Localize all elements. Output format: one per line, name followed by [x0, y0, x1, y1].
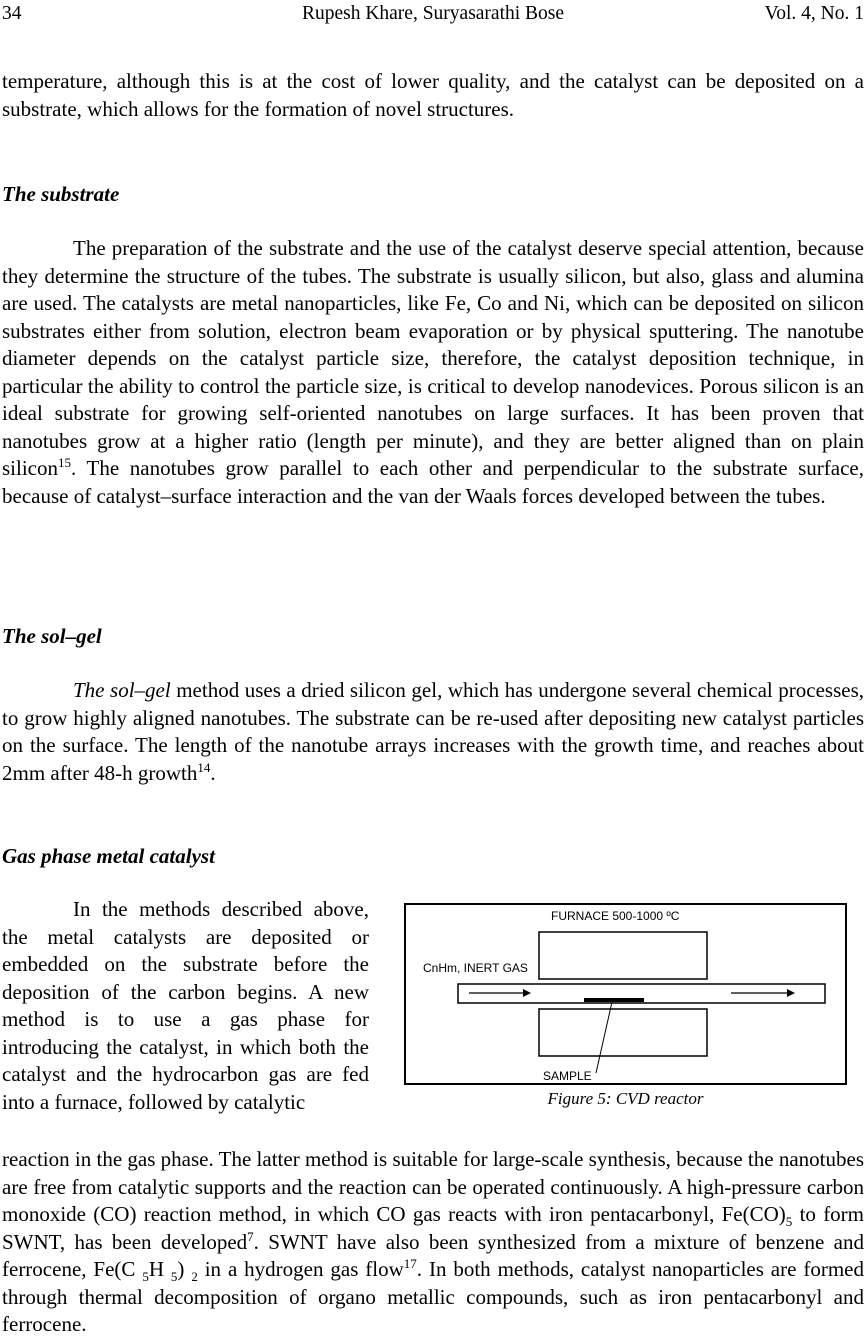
ref-7: 7 [247, 1228, 254, 1244]
furnace-label: FURNACE 500-1000 ºC [551, 909, 680, 923]
sample-pointer-line [596, 1002, 612, 1073]
gas-text-7: . In both methods, catalyst nanoparticles are formed through thermal decomposition of organo metallic compounds, such as iron pentacarbonyl and ferrocene. [2, 1257, 864, 1336]
running-header [2, 0, 864, 28]
gas-text-4: H [148, 1257, 171, 1281]
furnace-lower-block [539, 1009, 707, 1056]
sub-2: 2 [191, 1269, 198, 1284]
gas-text-1: reaction in the gas phase. The latter method is suitable for large-scale synthesis, because the nanotubes are free from catalytic supports and the reaction can be operated continuously. A high-pressure carbon monoxide (CO) reaction method, in which CO gas reacts with iron pentacarbonyl, Fe(CO) [2, 1147, 864, 1226]
gas-text-6: in a hydrogen gas flow [197, 1257, 404, 1281]
figure-caption: Figure 5: CVD reactor [547, 1089, 704, 1108]
intro-paragraph-text: temperature, although this is at the cost of lower quality, and the catalyst can be deposited on a substrate, which allows for the formation of novel structures. [2, 69, 864, 121]
header-authors: Rupesh Khare, Suryasarathi Bose [301, 3, 565, 24]
inlet-arrowhead [523, 989, 531, 997]
heading-solgel: The sol–gel [2, 624, 102, 648]
gas-label: CnHm, INERT GAS [423, 961, 528, 975]
solgel-lead: The sol–gel [73, 678, 171, 702]
solgel-text-2: . [210, 760, 216, 785]
page-number: 34 [2, 3, 22, 24]
gas-text-5: ) [177, 1257, 192, 1281]
ref-15: 15 [58, 455, 71, 470]
furnace-upper-block [539, 932, 707, 979]
substrate-paragraph [2, 235, 864, 510]
sub-5c: 5 [170, 1269, 178, 1284]
sample-label: SAMPLE [543, 1069, 592, 1083]
gas-phase-paragraph-continued [2, 1146, 864, 1339]
solgel-text-1: method uses a dried silicon gel, which has undergone several chemical processes, to grow highly aligned nanotubes. The substrate can be re-used after depositing new catalyst particles on the surface. The length of the nanotube arrays increases with the growth time, and reaches about 2mm after 48-h growth [2, 678, 864, 785]
sample-boat [584, 998, 644, 1002]
sub-5a: 5 [785, 1214, 793, 1229]
ref-14: 14 [197, 759, 211, 775]
heading-gas-phase: Gas phase metal catalyst [2, 844, 215, 868]
intro-paragraph [2, 68, 864, 123]
substrate-text-1: The preparation of the substrate and the use of the catalyst deserve special attention, because they determine the structure of the tubes. The substrate is usually silicon, but also, glass and alumina are used. The catalysts are metal nanoparticles, like Fe, Co and Ni, which can be deposited on silicon substrates either from solution, electron beam evaporation or by physical sputtering. The nanotube diameter depends on the catalyst particle size, therefore, the catalyst deposition technique, in particular the ability to control the particle size, is critical to develop nanodevices. Porous silicon is an ideal substrate for growing self-oriented nanotubes on large surfaces. It has been proven that nanotubes grow at a higher ratio (length per minute), and they are better aligned than on plain silicon [2, 236, 864, 480]
sub-5b: 5 [142, 1269, 149, 1284]
gas-phase-wrapped-text [2, 896, 369, 1116]
figure-cvd-reactor [404, 903, 847, 1085]
gas-text-3: . SWNT have also been synthesized from a mixture of benzene and ferrocene, Fe(C [2, 1229, 864, 1281]
gas-phase-wrap-text: In the methods described above, the metal catalysts are deposited or embedded on the substrate before the deposition of the carbon begins. A new method is to use a gas phase for introducing the catalyst, in which both the catalyst and the hydrocarbon gas are fed into a furnace, followed by catalytic [2, 897, 369, 1114]
heading-substrate: The substrate [2, 182, 120, 206]
solgel-paragraph [2, 677, 864, 787]
ref-17: 17 [403, 1256, 417, 1271]
gas-text-2: to form SWNT, has been developed [2, 1202, 865, 1254]
substrate-text-2: . The nanotubes grow parallel to each other and perpendicular to the substrate surface, because of catalyst–surface interaction and the van der Waals forces developed between the tubes. [2, 456, 864, 508]
cvd-reactor-diagram [406, 905, 845, 1083]
outlet-arrowhead [787, 989, 795, 997]
header-volume: Vol. 4, No. 1 [764, 3, 864, 24]
